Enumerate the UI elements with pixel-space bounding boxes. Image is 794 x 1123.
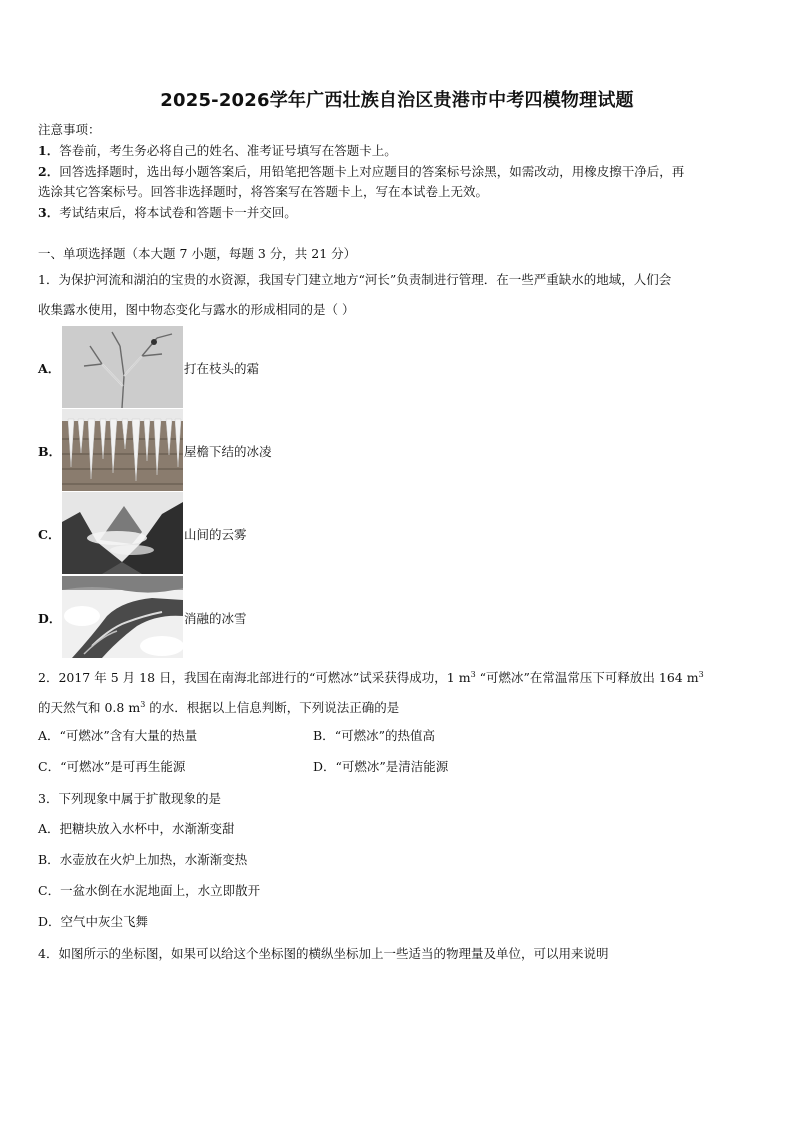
notice-item-1	[38, 143, 397, 159]
q2-stem-text-a: 2．2017 年 5 月 18 日，我国在南海北部进行的“可燃冰”试采获得成功，1 m	[38, 670, 471, 686]
q3-stem: 3．下列现象中属于扩散现象的是	[38, 791, 221, 806]
option-text: 一盆水倒在水泥地面上，水立即散开	[60, 883, 261, 898]
option-text: “可燃冰”是清洁能源	[335, 759, 449, 774]
q3-option-c[interactable]	[38, 883, 260, 899]
option-label: B．	[313, 728, 335, 743]
q2-stem-text-a: 的天然气和 0.8 m	[38, 700, 141, 716]
q1-option-a-caption: 打在枝头的霜	[184, 361, 260, 376]
q2-option-c[interactable]	[38, 759, 185, 775]
option-label: D．	[313, 759, 336, 774]
superscript: 3	[698, 670, 704, 679]
q2-stem-line2	[38, 697, 399, 716]
q3-option-d[interactable]	[38, 914, 148, 930]
notice-heading: 注意事项：	[38, 122, 101, 137]
notice-item-text: 回答选择题时，选出每小题答案后，用铅笔把答题卡上对应题目的答案标号涂黑，如需改动，用橡皮擦干净后，再	[59, 164, 685, 179]
superscript: 3	[470, 670, 476, 679]
q1-option-b-label[interactable]: B．	[38, 444, 62, 459]
frost-branch-image	[62, 326, 183, 408]
notice-item-number: 2．	[38, 164, 60, 179]
notice-item-text: 考试结束后，将本试卷和答题卡一并交回。	[59, 205, 297, 220]
q1-option-b-caption: 屋檐下结的冰凌	[184, 444, 272, 459]
option-text: “可燃冰”含有大量的热量	[59, 728, 198, 743]
q2-stem-line1	[38, 667, 704, 686]
option-text: 水壶放在火炉上加热，水渐渐变热	[59, 852, 248, 867]
icicles-image	[62, 409, 183, 491]
option-label: C．	[38, 883, 61, 898]
notice-item-2-continued	[38, 184, 488, 200]
notice-item-number: 1．	[38, 143, 60, 158]
option-label: D．	[38, 914, 61, 929]
q2-option-a[interactable]	[38, 728, 197, 744]
option-text: 空气中灰尘飞舞	[60, 914, 149, 929]
q2-option-b[interactable]	[313, 728, 435, 744]
q3-option-a[interactable]	[38, 821, 235, 837]
q1-stem-line2: 收集露水使用，图中物态变化与露水的形成相同的是（ ）	[38, 302, 355, 317]
option-text: “可燃冰”是可再生能源	[60, 759, 186, 774]
q1-option-d-caption: 消融的冰雪	[184, 611, 247, 626]
q1-option-c-caption: 山间的云雾	[184, 527, 247, 542]
superscript: 3	[140, 700, 146, 709]
option-text: “可燃冰”的热值高	[334, 728, 435, 743]
option-label: B．	[38, 852, 60, 867]
q1-option-a-label[interactable]: A．	[38, 361, 61, 376]
q3-option-b[interactable]	[38, 852, 247, 868]
q4-stem: 4．如图所示的坐标图，如果可以给这个坐标图的横纵坐标加上一些适当的物理量及单位，可以用来说明	[38, 946, 609, 961]
section-heading: 一、单项选择题（本大题 7 小题，每题 3 分，共 21 分）	[38, 246, 357, 261]
melting-snow-image	[62, 576, 183, 658]
page-title: 2025-2026学年广西壮族自治区贵港市中考四模物理试题	[160, 90, 634, 111]
option-label: A．	[38, 821, 60, 836]
option-label: C．	[38, 759, 61, 774]
notice-item-text: 选涂其它答案标号。回答非选择题时，将答案写在答题卡上，写在本试卷上无效。	[38, 184, 489, 199]
notice-item-3	[38, 205, 297, 221]
q2-stem-text-b: 的水．根据以上信息判断，下列说法正确的是	[145, 700, 400, 716]
mountain-mist-image	[62, 492, 183, 574]
notice-item-text: 答卷前，考生务必将自己的姓名、准考证号填写在答题卡上。	[59, 143, 397, 158]
q2-option-d[interactable]	[313, 759, 448, 775]
option-label: A．	[38, 728, 60, 743]
option-text: 把糖块放入水杯中，水渐渐变甜	[59, 821, 235, 836]
q1-option-d-label[interactable]: D．	[38, 611, 62, 626]
q2-stem-text-b: “可燃冰”在常温常压下可释放出 164 m	[475, 670, 699, 686]
q1-option-c-label[interactable]: C．	[38, 527, 61, 542]
notice-item-2	[38, 164, 684, 180]
notice-item-number: 3．	[38, 205, 60, 220]
q1-stem-line1: 1．为保护河流和湖泊的宝贵的水资源，我国专门建立地方“河长”负责制进行管理．在一些严重缺水的地域，人们会	[38, 272, 672, 287]
